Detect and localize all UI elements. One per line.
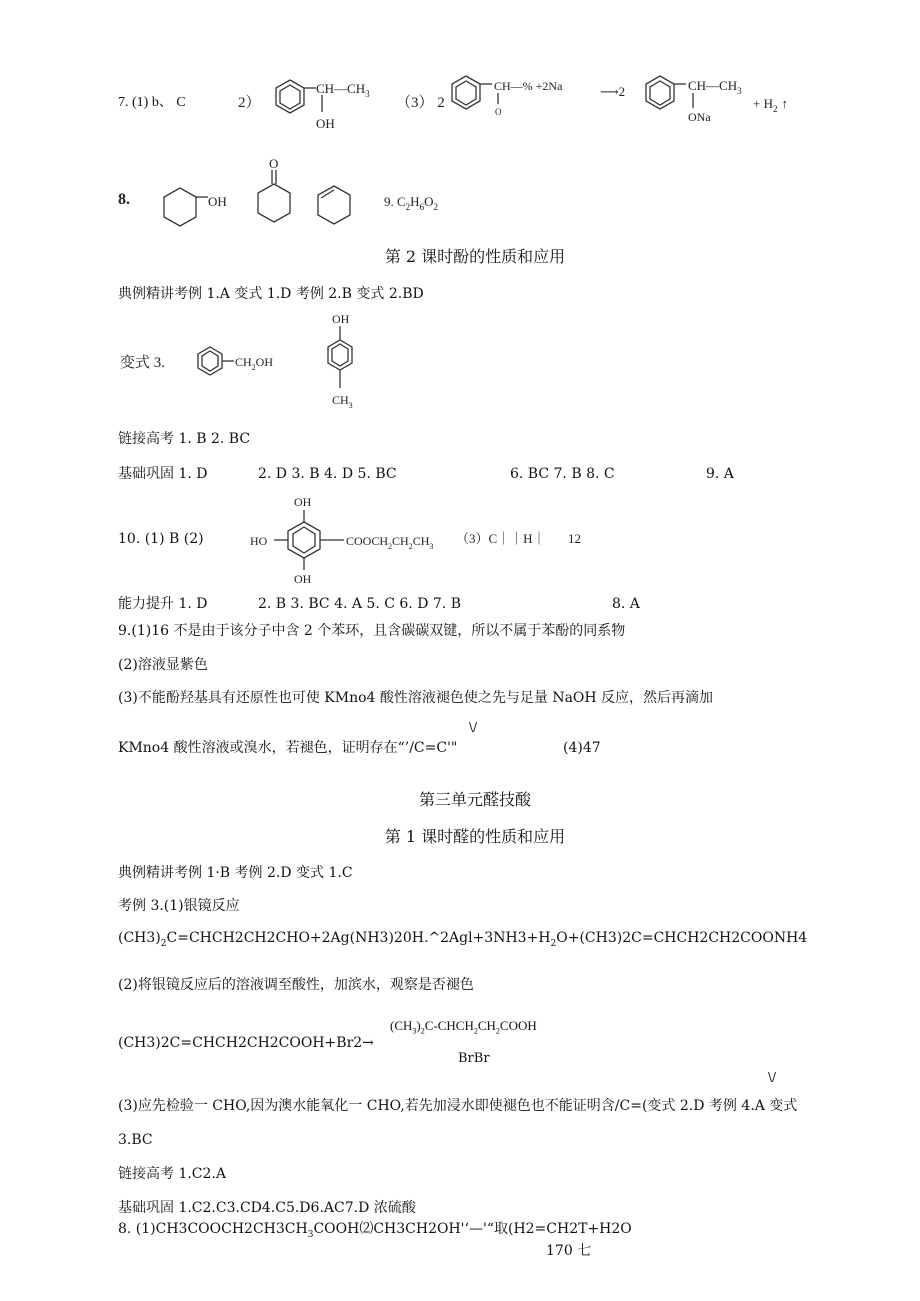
q7-reagent: CH—% +2Na — [494, 79, 563, 93]
q9-part3-cont: KMno4 酸性溶液或溴水，若褪色，证明存在“’/C=C'" — [118, 740, 458, 756]
svg-text:COOCH2CH2CH3: $COOCH_2CH_2CH_3$ — [346, 534, 434, 551]
aldehyde-basic: 基础巩固 1.C2.C3.CD4.C5.D6.AC7.D 浓硫酸 — [118, 1200, 416, 1216]
aldehyde-typical: 典例精讲考例 1·B 考例 2.D 变式 1.C — [118, 865, 353, 881]
svg-text:OH: OH — [208, 194, 227, 209]
bromine-equation: (CH3)2C=CHCH2CH2COOH+Br2→ — [118, 1035, 374, 1051]
q7-ona: ONa — [688, 110, 711, 124]
aldehyde-link: 链接高考 1.C2.A — [118, 1166, 226, 1182]
q9-part4: (4)47 — [563, 740, 601, 756]
heading-aldehyde-lesson: 第 1 课时醛的性质和应用 — [384, 827, 566, 846]
svg-text:（3）C｜｜H｜: （3）C｜｜H｜ — [456, 531, 546, 546]
reaction-arrow: ⟶2 — [600, 84, 626, 99]
double-bond-mark: \/ — [768, 1070, 777, 1084]
ability-b: 2. B 3. BC 4. A 5. C 6. D 7. B — [258, 596, 461, 612]
svg-text:12: 12 — [568, 531, 581, 546]
q9-part1: 9.(1)16 不是由于该分子中含 2 个苯环，且含碳碳双键，所以不属于苯酚的同系物 — [118, 623, 626, 639]
svg-text:CH—CH3: $CH—CH_3$ — [316, 81, 370, 99]
aldehyde-example3: 考例 3.(1)银镜反应 — [118, 898, 240, 914]
q7-prefix: 7. (1) b、 C — [118, 95, 186, 110]
cyclohexene-ring — [318, 186, 350, 224]
heading-phenol-lesson: 第 2 课时酚的性质和应用 — [384, 247, 566, 266]
q7-part3-label: （3） 2 — [396, 95, 445, 111]
aldehyde-part3: (3)应先检验一 CHO,因为澳水能氧化一 CHO,若先加浸水即使褪色也不能证明含/C=(变式 2.D 考例 4.A 变式 — [118, 1098, 798, 1114]
basic-c: 6. BC 7. B 8. C — [510, 466, 615, 482]
aldehyde-part2: (2)将银镜反应后的溶液调至酸性，加滨水，观察是否褪色 — [118, 977, 474, 993]
variant3-structures — [118, 310, 438, 420]
svg-text:CH2OH: $CH_2OH$ — [235, 355, 274, 372]
silver-mirror-equation: $(CH3)_2C=CHCH2CH2CHO+2Ag(NH3)20H.\^{}2Agl+3NH3+H_2O+(CH3)2C=CHCH2CH2COONH4$ — [118, 930, 808, 949]
svg-text:CH3: $CH_3$ — [332, 393, 353, 410]
aldehyde-part3-cont: 3.BC — [118, 1132, 153, 1148]
q7-structures — [238, 60, 798, 140]
heading-unit3: 第三单元醛技酸 — [418, 790, 531, 809]
svg-text:OH: OH — [332, 312, 350, 326]
q10-structure — [248, 490, 598, 590]
q7-part2-label: 2） — [238, 95, 261, 111]
q9-part3: (3)不能酚羟基具有还原性也可使 KMno4 酸性溶液褪色使之先与足量 NaOH 反应，然后再滴加 — [118, 690, 714, 706]
svg-text:HO: HO — [250, 534, 268, 548]
svg-text:O: O — [495, 107, 502, 117]
svg-text:9. C2H6O2: 9. $C_2H_6O_2$ — [384, 194, 438, 212]
q10-label: 10. (1) B (2) — [118, 531, 204, 547]
q8-structures — [118, 150, 478, 245]
svg-text:OH: OH — [294, 572, 312, 586]
basic-a: 基础巩固 1. D — [118, 466, 208, 482]
q9-part2: (2)溶液显紫色 — [118, 657, 208, 673]
basic-d: 9. A — [706, 466, 734, 482]
q7-oh: OH — [316, 116, 335, 131]
ability-c: 8. A — [612, 596, 640, 612]
cyclohexanone-ring — [258, 184, 290, 222]
svg-text:O: O — [269, 156, 279, 171]
svg-text:CH—CH3: $CH—CH_3$ — [688, 78, 742, 96]
basic-b: 2. D 3. B 4. D 5. BC — [258, 466, 397, 482]
cyclohexane-ring — [164, 188, 196, 226]
q9-mark: \/ — [469, 720, 478, 734]
page-number: 170 七 — [546, 1243, 592, 1259]
ability-a: 能力提升 1. D — [118, 596, 208, 612]
bromine-product: $(CH_3)_2C-CHCH_2CH_2COOH$ — [390, 1018, 537, 1036]
variant3-label: 变式 3. — [120, 355, 166, 371]
link-exam-1: 链接高考 1. B 2. BC — [118, 431, 251, 447]
typical-answers-1: 典例精讲考例 1.A 变式 1.D 考例 2.B 变式 2.BD — [118, 286, 424, 302]
q8-label: 8. — [118, 191, 130, 208]
brbr-label: BrBr — [458, 1051, 490, 1066]
svg-text:+ H2↑: + $H_2$ ↑ — [753, 96, 788, 114]
aldehyde-q8: 8. $(1)CH3COOCH2CH3CH_3COOH⑵CH3CH2OH'‘—'“$取(H2=CH2T+H2O — [118, 1221, 632, 1240]
svg-text:OH: OH — [294, 495, 312, 509]
